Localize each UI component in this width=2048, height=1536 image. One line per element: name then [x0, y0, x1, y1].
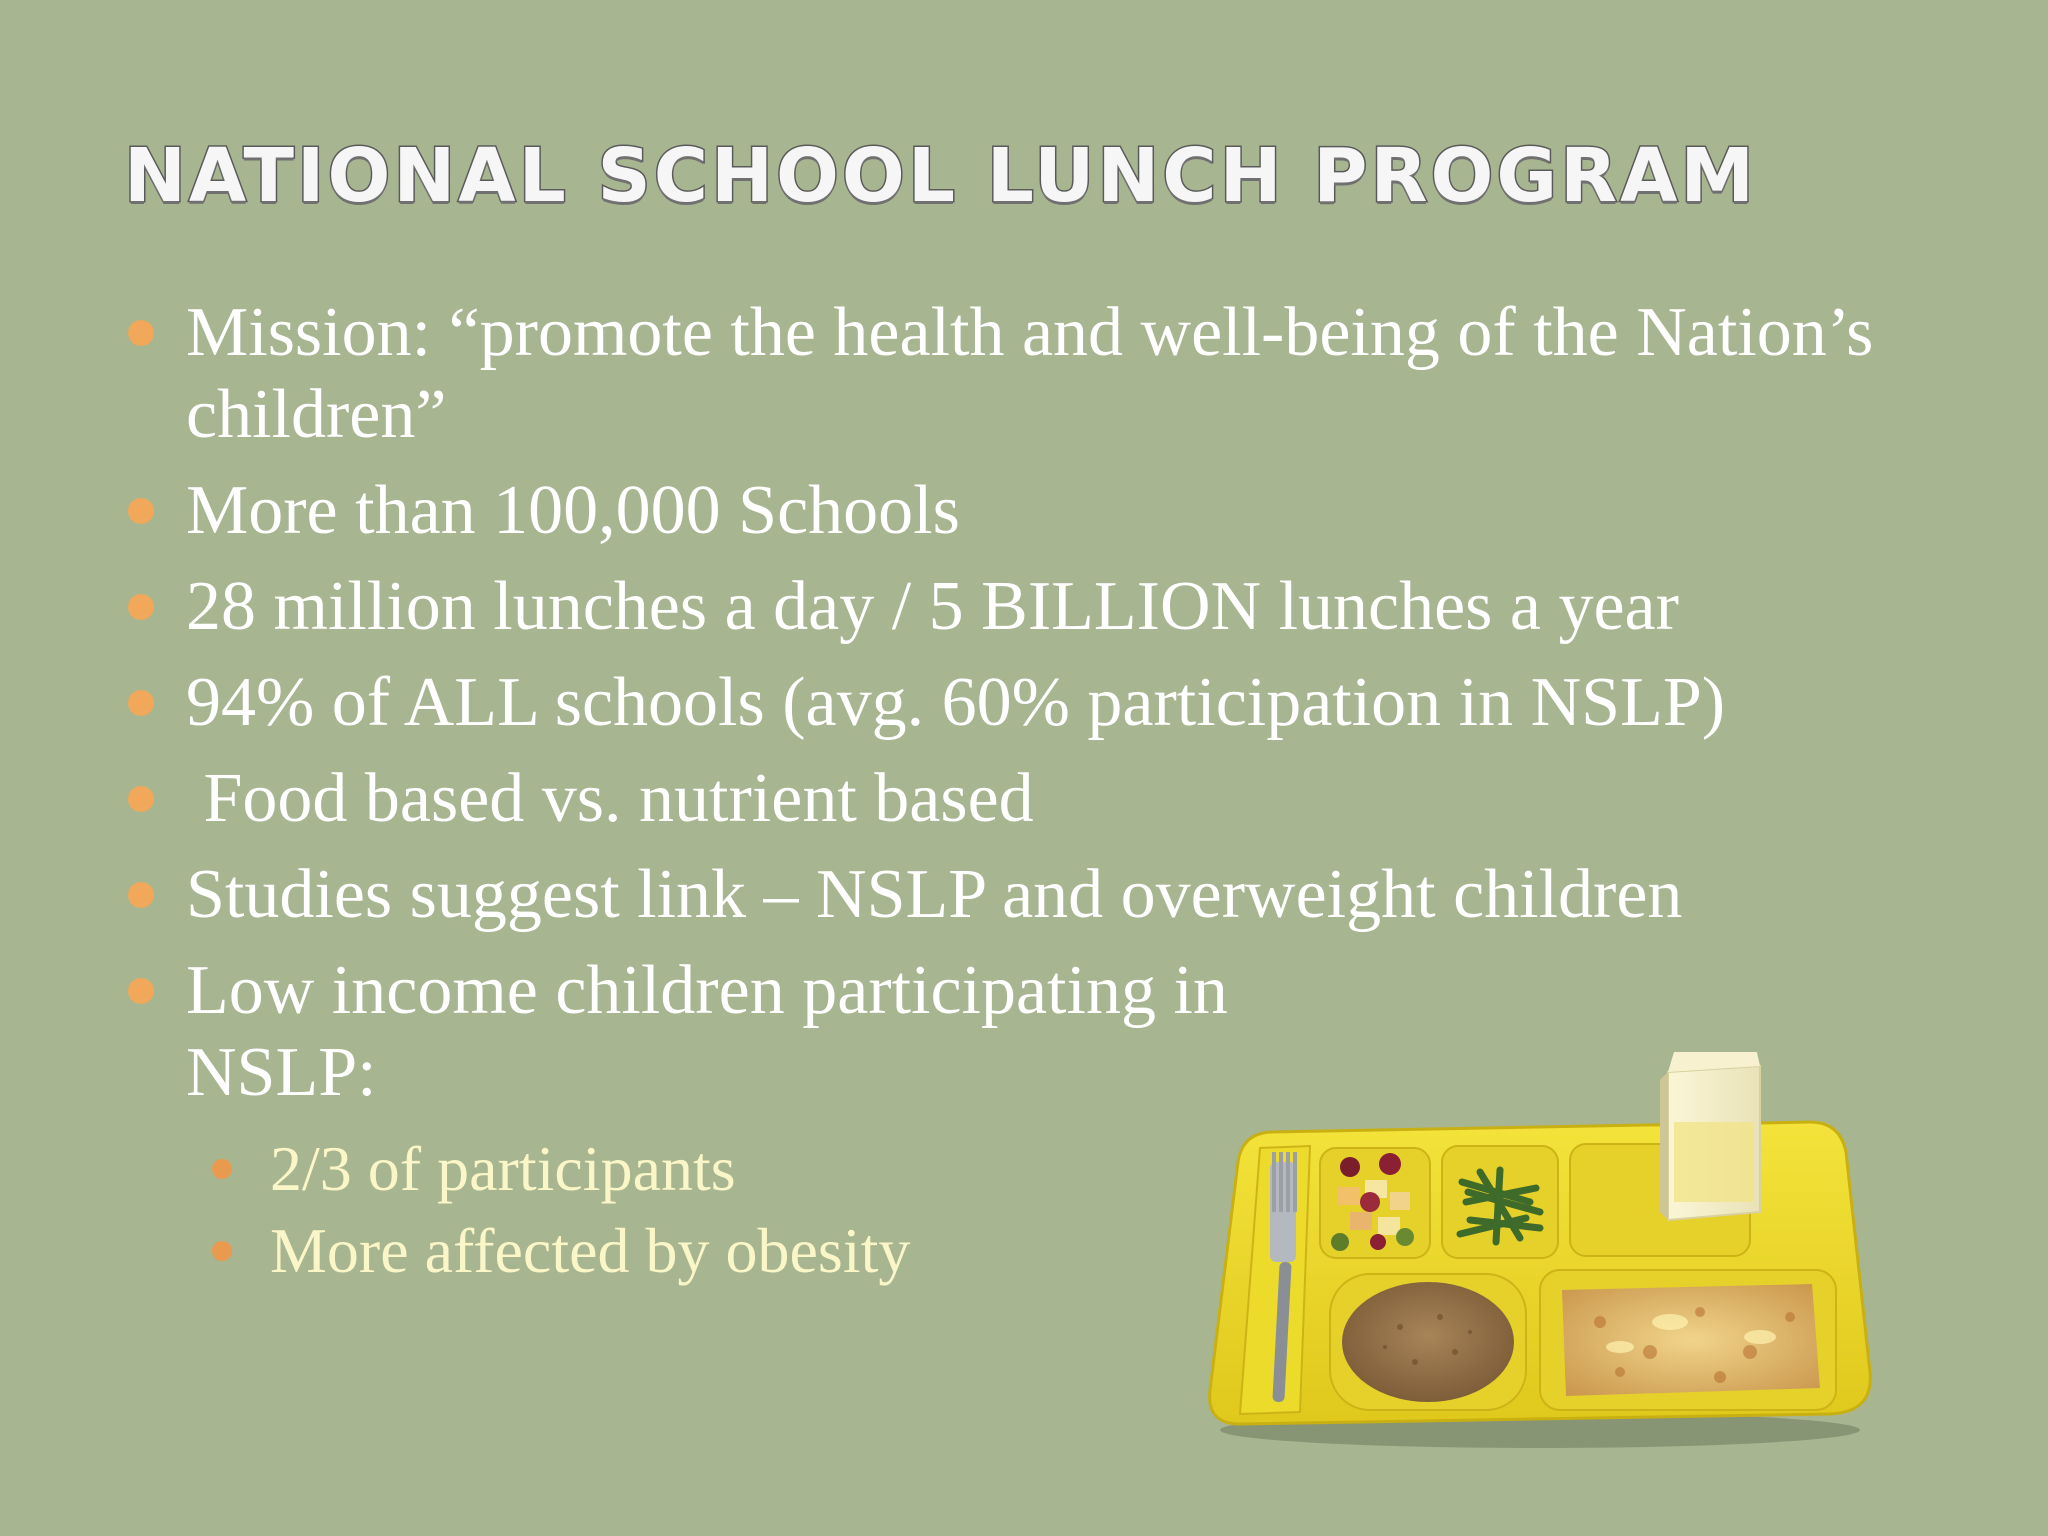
bullet-participation — [126, 662, 1946, 744]
bullet-lunches — [126, 566, 1946, 648]
bullet-text: Mission: “promote the health and well-being of the Nation’s children” — [186, 294, 1874, 453]
bullet-text: Studies suggest link – NSLP and overweight children — [186, 856, 1683, 933]
bullet-text: 94% of ALL schools (avg. 60% participation in NSLP) — [186, 664, 1726, 741]
bullet-text: Low income children participating in NSLP: — [186, 952, 1228, 1111]
bullet-dot-icon — [128, 882, 154, 908]
patty — [1342, 1282, 1514, 1402]
sub-bullet-dot-icon — [212, 1159, 232, 1179]
bullet-text: 28 million lunches a day / 5 BILLION lunches a year — [186, 568, 1679, 645]
sub-bullet-text: More affected by obesity — [270, 1215, 911, 1286]
milk-carton-icon — [1660, 1052, 1760, 1220]
bullet-dot-icon — [128, 594, 154, 620]
bullet-food-vs-nutrient — [126, 758, 1946, 840]
pizza-slice — [1562, 1284, 1820, 1396]
bullet-dot-icon — [128, 320, 154, 346]
bullet-dot-icon — [128, 690, 154, 716]
lunch-tray-image — [1200, 1052, 1880, 1452]
bullet-mission — [126, 292, 1946, 456]
bullet-dot-icon — [128, 978, 154, 1004]
sub-bullet-text: 2/3 of participants — [270, 1133, 736, 1204]
bullet-dot-icon — [128, 498, 154, 524]
slide-title: NATIONAL SCHOOL LUNCH PROGRAM — [124, 133, 1758, 219]
bullet-text: Food based vs. nutrient based — [186, 760, 1034, 837]
bullet-dot-icon — [128, 786, 154, 812]
bullet-schools — [126, 470, 1946, 552]
bullet-text: More than 100,000 Schools — [186, 472, 960, 549]
bullet-studies — [126, 854, 1946, 936]
sub-bullet-dot-icon — [212, 1241, 232, 1261]
